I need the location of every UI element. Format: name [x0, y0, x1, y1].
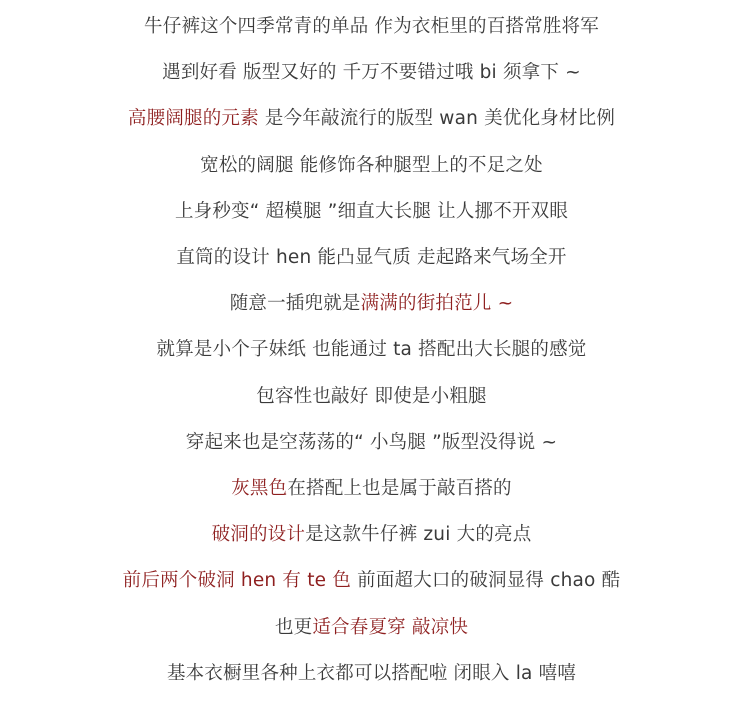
text-line	[0, 520, 743, 550]
text-line	[0, 151, 743, 181]
body-text: 上身秒变“ 超模腿 ”细直大长腿 让人挪不开双眼	[174, 200, 569, 222]
highlight-text: 适合春夏穿 敲凉快	[312, 616, 469, 638]
body-text: 基本衣橱里各种上衣都可以搭配啦 闭眼入 la 嘻嘻	[166, 662, 577, 684]
body-text: 穿起来也是空荡荡的“ 小鸟腿 ”版型没得说 ~	[185, 431, 558, 453]
text-line	[0, 566, 743, 596]
text-line	[0, 613, 743, 643]
body-text: 宽松的阔腿 能修饰各种腿型上的不足之处	[200, 154, 543, 176]
body-text: 随意一插兜就是	[229, 293, 361, 315]
text-line	[0, 12, 743, 42]
body-text: 前面超大口的破洞显得 chao 酷	[351, 570, 621, 592]
highlight-text: 满满的街拍范儿 ~	[360, 293, 514, 315]
body-text: 在搭配上也是属于敲百搭的	[287, 478, 512, 499]
text-line	[0, 428, 743, 458]
body-text: 是今年敲流行的版型 wan 美优化身材比例	[258, 108, 616, 130]
highlight-text: 破洞的设计	[211, 524, 306, 546]
text-line	[0, 474, 743, 504]
highlight-text: 前后两个破洞 hen 有 te 色	[122, 570, 352, 592]
body-text: 遇到好看 版型又好的 千万不要错过哦 bi 须拿下 ~	[162, 62, 581, 84]
body-text: 包容性也敲好 即使是小粗腿	[256, 385, 487, 407]
text-line	[0, 382, 743, 412]
body-text: 是这款牛仔裤 zui 大的亮点	[305, 524, 532, 546]
body-text: 直筒的设计 hen 能凸显气质 走起路来气场全开	[176, 247, 567, 268]
text-line	[0, 104, 743, 134]
body-text: 也更	[274, 616, 313, 638]
text-line	[0, 243, 743, 273]
text-line	[0, 659, 743, 689]
text-line	[0, 289, 743, 319]
highlight-text: 灰黑色	[231, 478, 288, 499]
text-line	[0, 58, 743, 88]
body-text: 就算是小个子妹纸 也能通过 ta 搭配出大长腿的感觉	[156, 339, 587, 361]
text-line	[0, 197, 743, 227]
highlight-text: 高腰阔腿的元素	[127, 108, 259, 130]
text-line	[0, 335, 743, 365]
body-text: 牛仔裤这个四季常青的单品 作为衣柜里的百搭常胜将军	[144, 16, 599, 37]
